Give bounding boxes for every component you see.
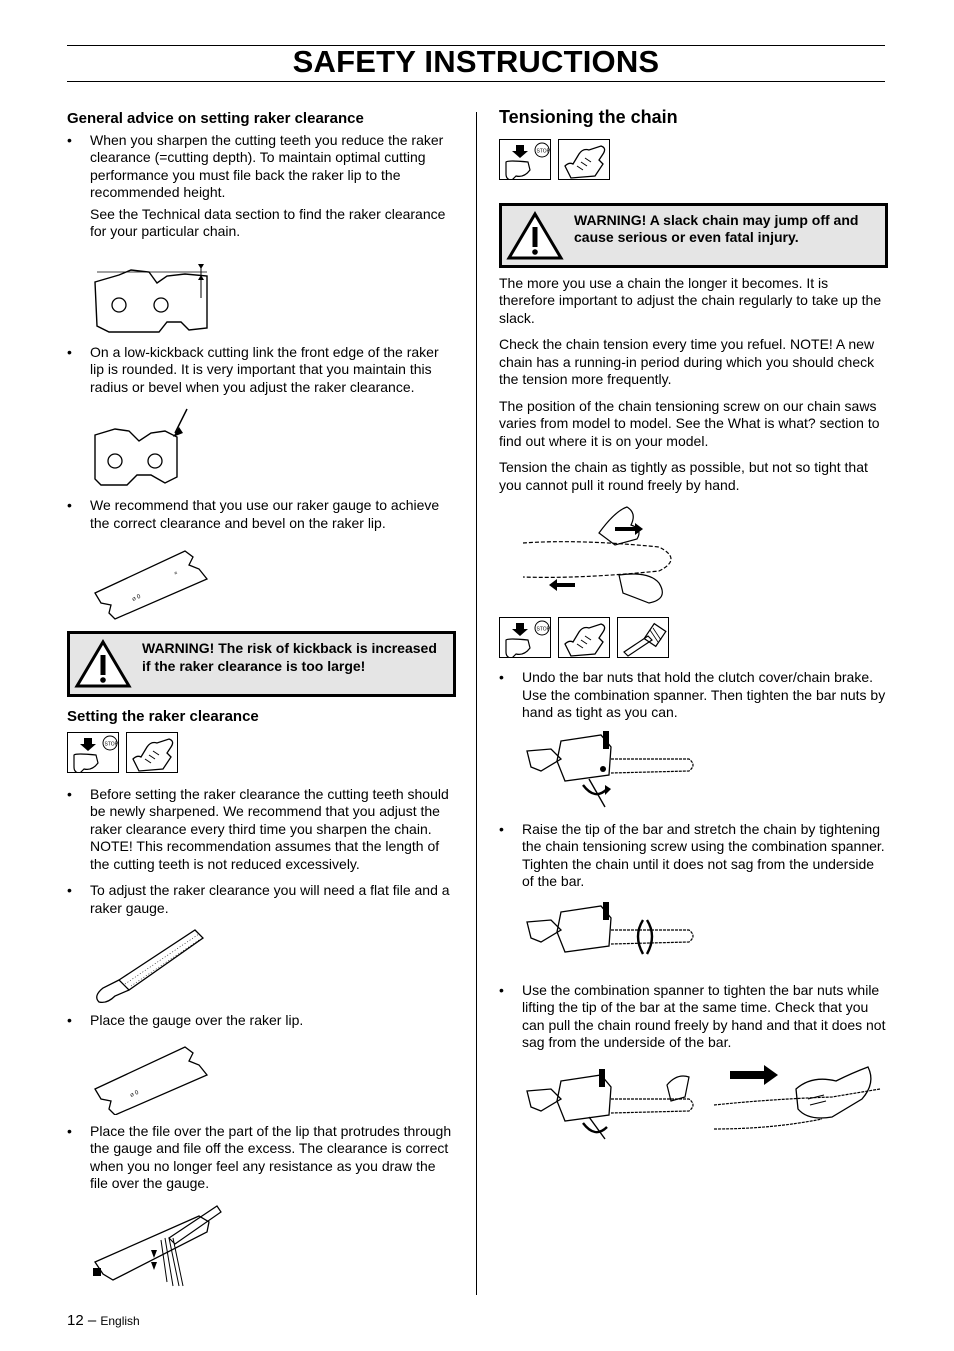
protective-glove-icon	[126, 732, 178, 773]
svg-text:⌀ 0: ⌀ 0	[129, 1089, 140, 1099]
paragraph: The more you use a chain the longer it becomes. It is therefore important to adjust the chain regularly to take up the slack.	[499, 274, 882, 326]
list-item: • To adjust the raker clearance you will need a flat file and a raker gauge.	[67, 882, 453, 917]
svg-text:STOP: STOP	[536, 626, 551, 633]
footer-language: English	[100, 1314, 140, 1328]
gauge-on-raker-illustration	[89, 1039, 219, 1115]
chain-pull-check-illustration	[712, 1059, 882, 1143]
title-rule	[67, 81, 885, 82]
page-number: 12 –	[67, 1312, 97, 1329]
slack-chain-warning	[499, 203, 888, 268]
list-item: • On a low-kickback cutting link the front edge of the raker lip is rounded. It is very important that you maintain this radius or bevel when you adjust the raker clearance.	[67, 344, 453, 397]
section-heading-setting-raker: Setting the raker clearance	[67, 708, 259, 725]
svg-text:STOP: STOP	[104, 741, 119, 747]
safety-icon-row	[67, 732, 453, 776]
combination-spanner-icon	[617, 617, 669, 658]
paragraph: The position of the chain tensioning screw on our chain saws varies from model to model. See the What is what? section to find out where it is on your model.	[499, 397, 880, 449]
right-column	[499, 109, 887, 1141]
hand-pulling-chain-illustration	[519, 503, 699, 607]
raker-gauge-illustration	[89, 541, 219, 621]
list-item: • We recommend that you use our raker gauge to achieve the correct clearance and bevel on the raker lip.	[67, 497, 453, 532]
section-heading-raker-advice: General advice on setting raker clearance	[67, 110, 364, 127]
slack-chain-warning-text: WARNING! A slack chain may jump off and cause serious or even fatal injury.	[574, 211, 859, 245]
list-item: • Place the gauge over the raker lip.	[67, 1012, 453, 1030]
safety-icon-row	[499, 139, 887, 183]
loosen-bar-nuts-illustration	[521, 731, 701, 811]
stop-engine-icon	[67, 732, 119, 773]
page-footer	[67, 1312, 140, 1329]
kickback-warning	[67, 631, 456, 697]
left-column	[67, 110, 453, 1292]
svg-text:⌀ 0: ⌀ 0	[131, 593, 142, 603]
paragraph: Tension the chain as tightly as possible, but not so tight that you cannot pull it round freely by hand.	[499, 459, 868, 493]
tool-icon-row	[499, 617, 887, 661]
raker-clearance-illustration	[89, 250, 249, 340]
column-divider	[476, 112, 477, 1295]
svg-text:STOP: STOP	[536, 148, 551, 154]
flat-file-illustration	[89, 926, 219, 1006]
protective-glove-icon	[558, 139, 610, 180]
filing-raker-illustration	[89, 1202, 239, 1292]
list-item: • Raise the tip of the bar and stretch the chain by tightening the chain tensioning screw using the combination spanner. Tighten the chain until it does not sag from the underside of the bar.	[499, 821, 887, 891]
paragraph: Check the chain tension every time you refuel. NOTE! A new chain has a running-in period during which you should check the tension more frequently.	[499, 336, 875, 387]
tighten-chain-illustration	[521, 900, 701, 970]
section-heading-tensioning: Tensioning the chain	[499, 107, 678, 127]
list-item: • Undo the bar nuts that hold the clutch cover/chain brake. Use the combination spanner. Then tighten the bar nuts by hand as tight as you can.	[499, 669, 887, 722]
low-kickback-link-illustration	[89, 405, 229, 491]
list-item: • When you sharpen the cutting teeth you reduce the raker clearance (=cutting depth). To maintain optimal cutting performance you must file back the raker lip to the recommended height.	[67, 132, 453, 202]
list-item: • Use the combination spanner to tighten the bar nuts while lifting the tip of the bar at the same time. Check that you can pull the chain round freely by hand and that it does not sag from the underside of the bar.	[499, 982, 887, 1052]
warning-triangle-icon	[74, 638, 132, 690]
svg-text:≡: ≡	[173, 570, 179, 577]
final-tighten-illustration	[521, 1061, 701, 1141]
list-item-note: See the Technical data section to find the raker clearance for your particular chain.	[90, 205, 446, 239]
page-title: SAFETY INSTRUCTIONS	[292, 44, 660, 79]
list-item: • Place the file over the part of the lip that protrudes through the gauge and file off the excess. The clearance is correct when you no longer feel any resistance as you draw the file over the gauge.	[67, 1123, 453, 1193]
stop-engine-icon	[499, 139, 551, 180]
kickback-warning-text: WARNING! The risk of kickback is increased if the raker clearance is too large!	[142, 640, 437, 674]
protective-glove-icon	[558, 617, 610, 658]
list-item: • Before setting the raker clearance the cutting teeth should be newly sharpened. We recommend that you adjust the raker clearance every third time you sharpen the chain. NOTE! This recommendation assumes that the length of the cutting teeth is not reduced excessively.	[67, 786, 453, 874]
warning-triangle-icon	[506, 210, 564, 262]
stop-engine-icon	[499, 617, 551, 658]
